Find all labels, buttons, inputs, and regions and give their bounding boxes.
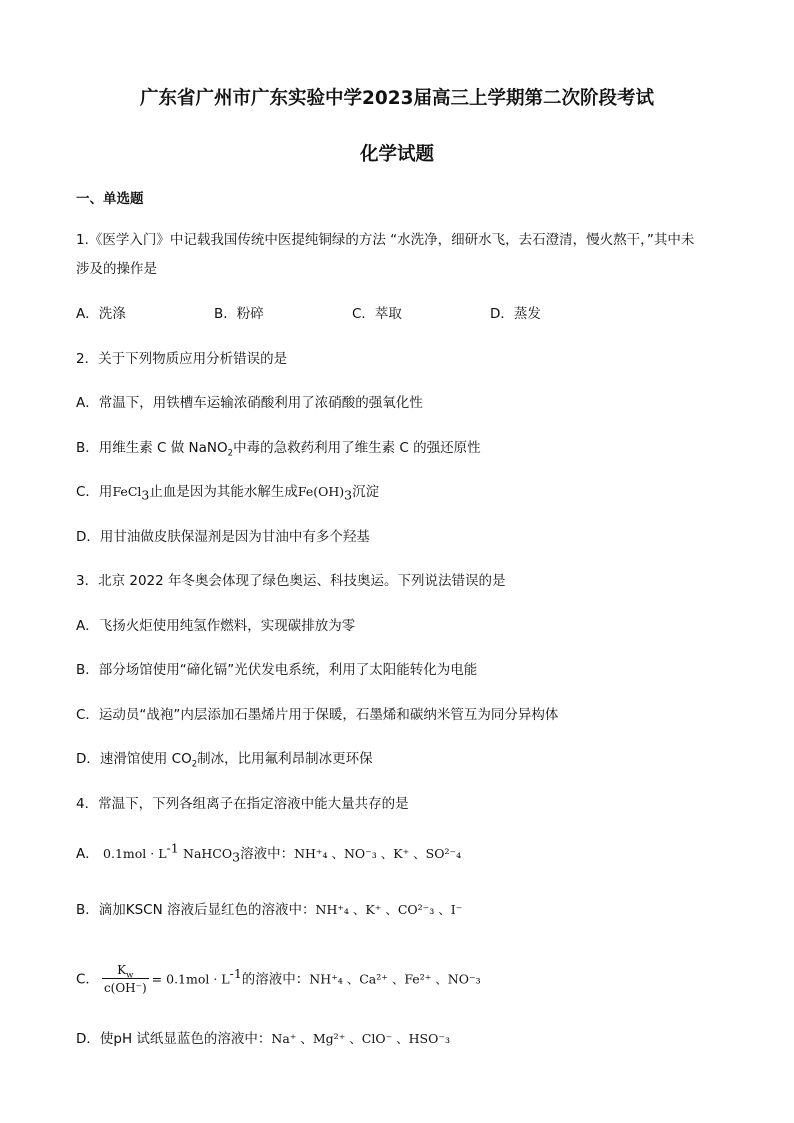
q1-option-b: B．粉碎	[214, 306, 264, 322]
q4-d-ions: Na⁺ 、Mg²⁺ 、ClO⁻ 、HSO⁻₃	[271, 1031, 450, 1046]
q4-option-a	[76, 840, 462, 865]
q2-option-b	[76, 438, 481, 458]
q1-option-c: C．萃取	[352, 306, 402, 322]
q4-option-c	[76, 962, 481, 997]
exam-title: 广东省广州市广东实验中学2023届高三上学期第二次阶段考试	[140, 88, 654, 109]
q2-option-c	[76, 482, 379, 502]
q3-option-c: C．运动员“战袍”内层添加石墨烯片用于保暖，石墨烯和碳纳米管互为同分异构体	[76, 707, 559, 723]
q4-c-exponent: -1	[229, 966, 242, 981]
q2-b-text-pre: B．用维生素 C 做 NaNO	[76, 440, 228, 456]
q2-c-formula2-sub: 3	[344, 487, 353, 503]
q4-a-salt-sub: 3	[232, 849, 241, 865]
kw-symbol: K	[117, 963, 127, 977]
exam-subtitle: 化学试题	[359, 144, 434, 165]
q2-c-text-post: 沉淀	[352, 484, 380, 500]
q2-c-text-mid: 止血是因为其能水解生成	[149, 484, 298, 500]
q1-stem-line1: 1.《医学入门》中记载我国传统中医提纯铜绿的方法 “水洗净，细研水飞，去石澄清，慢火熬干，”其中未	[76, 232, 695, 248]
q3-d-text-post: 制冰，比用氟利昂制冰更环保	[197, 751, 373, 767]
q4-a-conc-exponent: -1	[166, 840, 179, 856]
q2-option-d: D．用甘油做皮肤保湿剂是因为甘油中有多个羟基	[76, 529, 370, 545]
q4-a-concentration: 0.1mol · L	[103, 846, 167, 861]
q2-c-formula-fecl3: FeCl	[112, 484, 142, 499]
q3-d-subscript: 2	[191, 759, 198, 770]
q1-option-a: A．洗涤	[76, 306, 126, 322]
q2-c-formula1-sub: 3	[141, 487, 150, 503]
kw-denominator: c(OH⁻)	[102, 978, 149, 997]
q2-option-a: A．常温下，用铁槽车运输浓硝酸利用了浓硝酸的强氧化性	[76, 395, 423, 411]
section-heading: 一、单选题	[76, 191, 144, 207]
q4-d-text: D．使pH 试纸显蓝色的溶液中：	[76, 1031, 272, 1047]
q2-c-formula-feoh3: Fe(OH)	[297, 484, 345, 499]
q4-a-solution-text: 溶液中：	[240, 846, 295, 862]
q3-option-a: A．飞扬火炬使用纯氢作燃料，实现碳排放为零	[76, 618, 356, 634]
q4-c-label: C．	[76, 971, 99, 988]
q4-a-salt: NaHCO	[183, 846, 233, 861]
q4-a-label: A．	[76, 846, 99, 862]
q4-c-equation: = 0.1mol · L	[151, 971, 230, 987]
q2-c-text-pre: C．用	[76, 484, 113, 500]
q2-b-subscript: 2	[227, 448, 234, 459]
q2-stem: 2．关于下列物质应用分析错误的是	[76, 351, 288, 367]
q4-option-b	[76, 900, 462, 920]
kw-fraction	[102, 962, 149, 997]
kw-subscript: w	[126, 970, 134, 981]
q3-option-b: B．部分场馆使用“碲化镉”光伏发电系统，利用了太阳能转化为电能	[76, 662, 478, 678]
q4-option-d	[76, 1029, 450, 1049]
q4-c-ions: NH⁺₄ 、Ca²⁺ 、Fe²⁺ 、NO⁻₃	[309, 971, 481, 987]
q1-options	[76, 304, 628, 324]
kw-numerator	[115, 962, 135, 981]
q4-b-ions: NH⁺₄ 、K⁺ 、CO²⁻₃ 、I⁻	[315, 902, 463, 917]
q4-stem: 4．常温下，下列各组离子在指定溶液中能大量共存的是	[76, 796, 409, 812]
q4-b-text: B．滴加KSCN 溶液后显红色的溶液中：	[76, 902, 316, 918]
q4-a-ions: NH⁺₄ 、NO⁻₃ 、K⁺ 、SO²⁻₄	[294, 846, 462, 861]
q1-option-d: D．蒸发	[490, 306, 541, 322]
q3-d-text-pre: D．速滑馆使用 CO	[76, 751, 192, 767]
q3-option-d	[76, 749, 373, 769]
q4-c-solution-text: 的溶液中：	[241, 971, 310, 988]
q2-b-text-post: 中毒的急救药利用了维生素 C 的强还原性	[233, 440, 481, 456]
q1-stem-line2: 涉及的操作是	[76, 261, 157, 277]
q3-stem: 3．北京 2022 年冬奥会体现了绿色奥运、科技奥运。下列说法错误的是	[76, 573, 506, 589]
